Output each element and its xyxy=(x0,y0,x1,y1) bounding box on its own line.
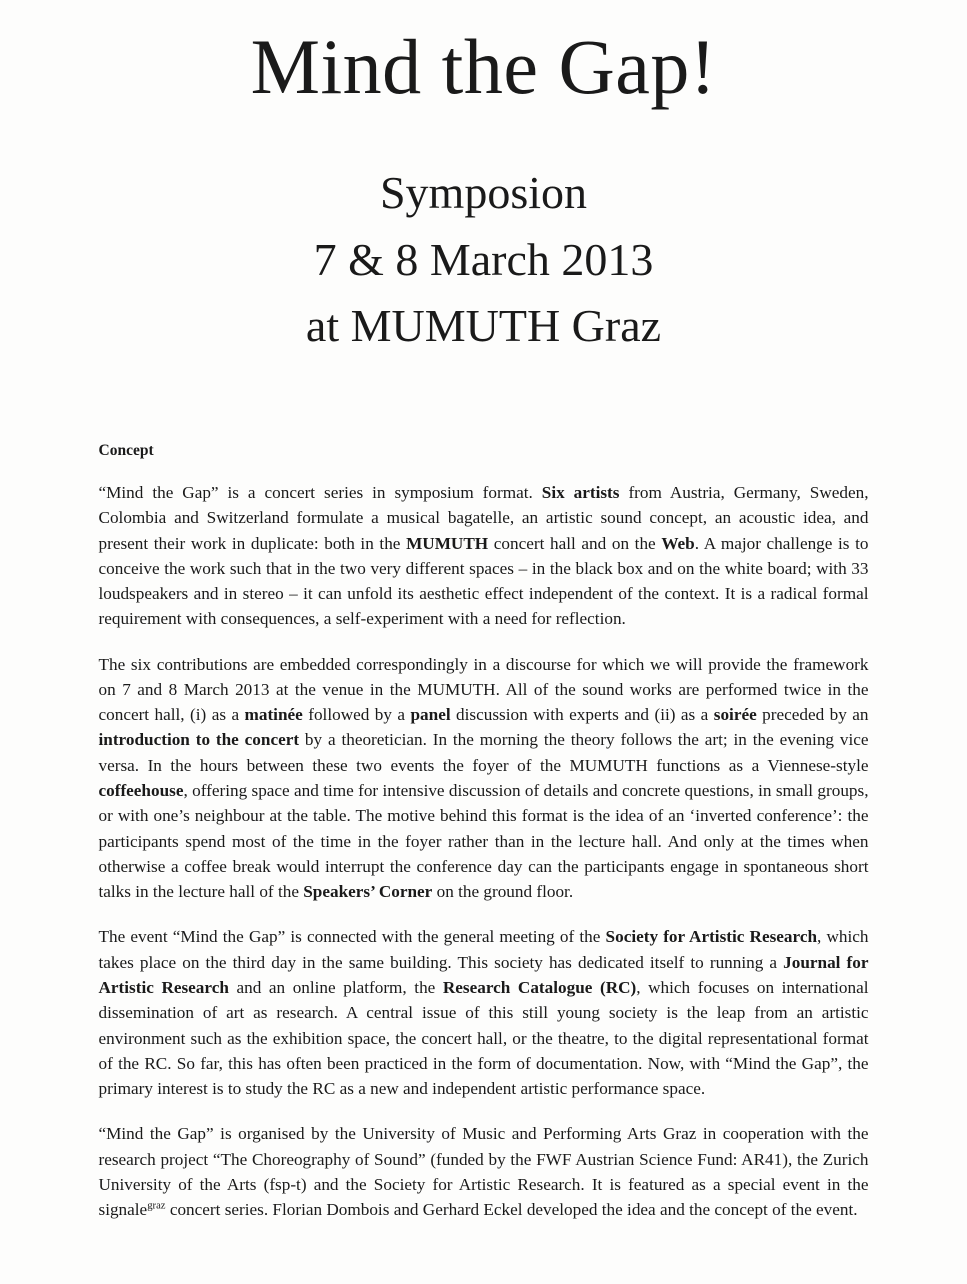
text-run-bold-coffeehouse: coffeehouse xyxy=(98,781,184,801)
subtitle-line-event-type: Symposion xyxy=(379,166,588,218)
text-run-bold-panel: panel xyxy=(410,705,451,725)
text-run: . A major challenge is to conceive the work such that in the two very different spaces – in the black box and on the white board; with 33 loudspeakers and in stereo – it can unfold its aesthetic effect independent of the context. It is a radical formal requirement with consequences, a self-experiment with a need for reflection. xyxy=(98,533,869,629)
paragraph-programme-structure xyxy=(99,652,869,905)
paragraph-concept-overview xyxy=(99,480,869,632)
body-block xyxy=(99,360,869,1223)
text-run-bold-introduction: introduction to the concert xyxy=(98,730,300,750)
text-run-bold-web: Web xyxy=(661,533,695,553)
text-run: concert hall and on the xyxy=(488,533,662,553)
subtitle-line-dates: 7 & 8 March 2013 xyxy=(313,233,654,285)
title-block xyxy=(0,0,967,108)
paragraph-organisers xyxy=(99,1121,869,1222)
text-run: and an online platform, the xyxy=(228,978,443,998)
text-run: discussion with experts and (ii) as a xyxy=(450,705,714,725)
text-run-bold-speakers-corner: Speakers’ Corner xyxy=(303,882,433,902)
text-run: “Mind the Gap” is a concert series in symposium format. xyxy=(98,482,542,502)
text-run-bold-matinee: matinée xyxy=(244,705,303,725)
text-run: “Mind the Gap” is organised by the University of Music and Performing Arts Graz in cooperation with the research project “The Choreography of Sound” (funded by the FWF Austrian Science Fund: AR41), the Zurich University of the Arts (fsp-t) and the Society for Artistic Research. It is featured as a special event in the signale xyxy=(98,1124,869,1220)
text-run: The six contributions are embedded correspondingly in a discourse for which we will provide the framework on 7 and 8 March 2013 at the venue in the MUMUTH. All of the sound works are performed twice in the concert hall, (i) as a xyxy=(98,654,869,725)
text-run: , which focuses on international dissemination of art as research. A central issue of this still young society is the leap from an artistic environment such as the exhibition space, the concert hall, or the theatre, to the digital representational format of the RC. So far, this has often been practiced in the form of documentation. Now, with “Mind the Gap”, the primary interest is to study the RC as a new and independent artistic performance space. xyxy=(98,978,869,1099)
paragraph-society-research xyxy=(99,924,869,1101)
section-heading-concept: Concept xyxy=(98,441,154,459)
text-run: followed by a xyxy=(302,705,411,725)
text-run: by a theoretician. In the morning the theory follows the art; in the evening vice versa. In the hours between these two events the foyer of the MUMUTH functions as a Viennese-style xyxy=(98,730,869,775)
text-run: on the ground floor. xyxy=(432,882,574,902)
text-run: from Austria, Germany, Sweden, Colombia and Switzerland formulate a musical bagatelle, an artistic sound concept, an acoustic idea, and present their work in duplicate: both in the xyxy=(98,482,869,553)
text-run-bold-journal: Journal for Artistic Research xyxy=(98,952,869,998)
text-run: concert series. Florian Dombois and Gerhard Eckel developed the idea and the concept of the event. xyxy=(165,1200,858,1220)
subtitle-block xyxy=(0,160,967,360)
text-run-bold-mumuth: MUMUTH xyxy=(406,533,489,553)
page-title: Mind the Gap! xyxy=(250,23,717,110)
superscript-graz: graz xyxy=(147,1200,166,1212)
text-run: , which takes place on the third day in the same building. This society has dedicated itself to running a xyxy=(98,927,869,972)
text-run-bold-research-catalogue: Research Catalogue (RC) xyxy=(442,978,637,998)
text-run: preceded by an xyxy=(756,705,869,725)
subtitle-line-venue: at MUMUTH Graz xyxy=(305,300,662,352)
text-run-bold-soiree: soirée xyxy=(713,705,757,725)
text-run: The event “Mind the Gap” is connected with the general meeting of the xyxy=(98,927,606,947)
text-run-bold-six-artists: Six artists xyxy=(541,482,620,502)
text-run-bold-society: Society for Artistic Research xyxy=(605,927,818,947)
text-run: , offering space and time for intensive discussion of details and concrete questions, in small groups, or with one’s neighbour at the table. The motive behind this format is the idea of an ‘inverted conference’: the participants spend most of the time in the foyer rather than in the lecture hall. And only at the times when otherwise a coffee break would interrupt the conference day can the participants engage in spontaneous short talks in the lecture hall of the xyxy=(98,781,869,902)
